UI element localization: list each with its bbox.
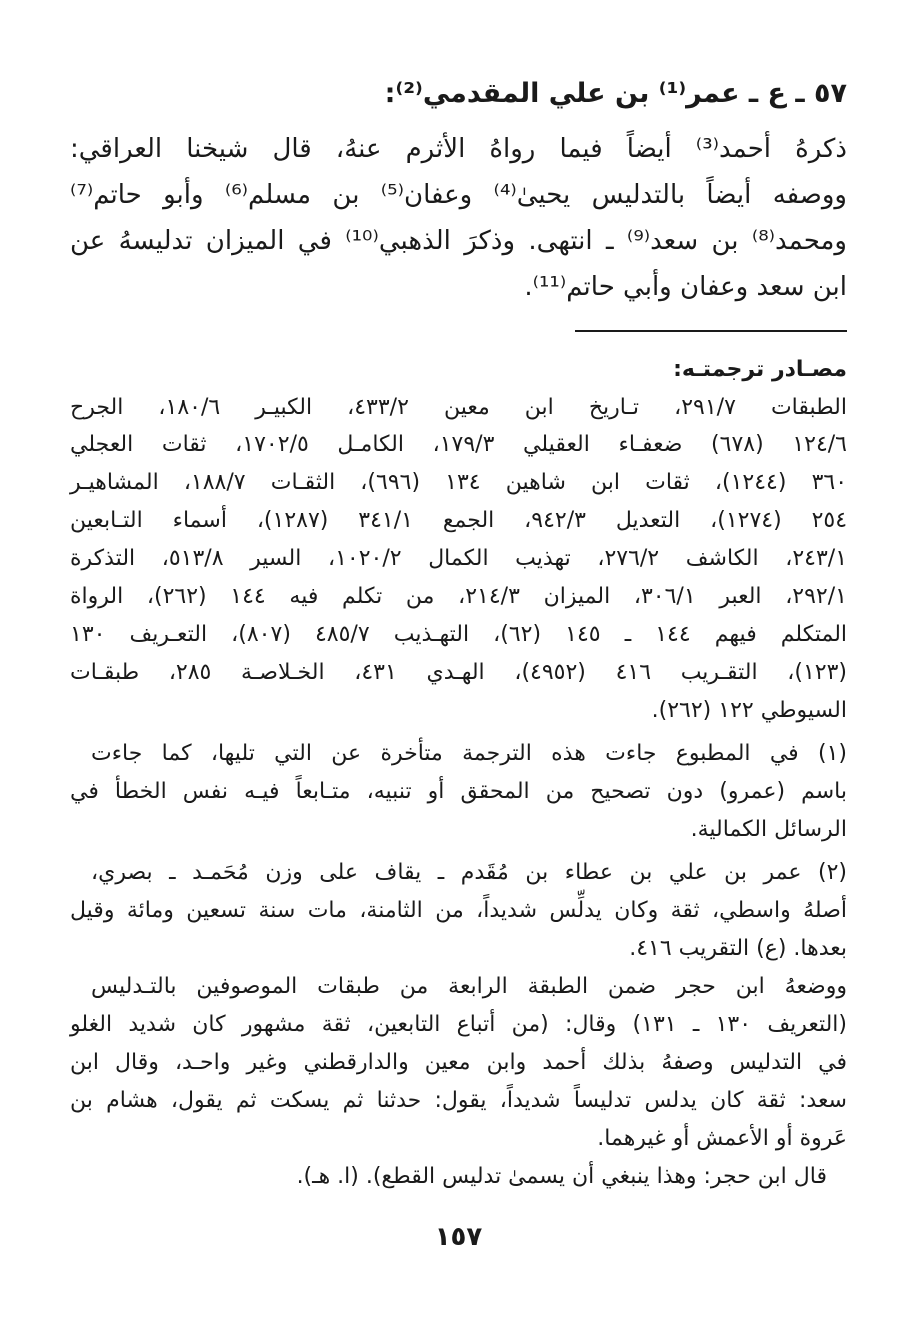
footnote-line-3: ٣٦٠ (١٢٤٤)، ثقات ابن شاهين ١٣٤ (٦٩٦)، الثقـات ١٨٨/٧، المشاهيـر <box>70 470 848 495</box>
footnote-line-7: المتكلم فيهم ١٤٤ ـ ١٤٥ (٦٢)، التهـذيب ٤٨٥/٧ (٨٠٧)، التعـريف ١٣٠ <box>70 622 848 647</box>
footnote-1-line-3: الرسائل الكمالية. <box>690 817 847 842</box>
footnote-line-1: الطبقات ٢٩١/٧، تـاريخ ابن معين ٤٣٣/٢، الكبيـر ١٨٠/٦، الجرح <box>70 395 847 420</box>
footnote-1-line-2: باسم (عمرو) دون تصحيح من المحقق أو تنبيه، متـابعاً فيـه نفس الخطأ في <box>70 779 847 804</box>
footnote-line-2: ١٢٤/٦ (٦٧٨) ضعفـاء العقيلي ١٧٩/٣، الكامـل ١٧٠٢/٥، ثقات العجلي <box>70 432 847 457</box>
footnote-separator <box>575 330 847 332</box>
body-line-3: ومحمد⁽⁸⁾ بن سعد⁽⁹⁾ ـ انتهى. وذكرَ الذهبي⁽¹⁰⁾ في الميزان تدليسهُ عن <box>70 226 847 256</box>
footnote-1-line-1: (١) في المطبوع جاءت هذه الترجمة متأخرة عن التي تليها، كما جاءت <box>91 741 847 766</box>
footnote-line-8: (١٢٣)، التقـريب ٤١٦ (٤٩٥٢)، الهـدي ٤٣١، الخـلاصـة ٢٨٥، طبقـات <box>70 660 847 685</box>
footnote-2-para-line-3: في التدليس وصفهُ بذلك أحمد وابن معين والدارقطني وغير واحـد، وقال ابن <box>70 1050 847 1075</box>
footnote-2-line-2: أصلهُ واسطي، ثقة وكان يدلِّس شديداً، من الثامنة، مات سنة تسعين ومائة وقيل <box>70 898 847 923</box>
sources-heading: مصـادر ترجمتـه: <box>673 357 847 382</box>
entry-heading: ٥٧ ـ ع ـ عمر⁽¹⁾ بن علي المقدمي⁽²⁾: <box>384 78 847 109</box>
body-line-2: ووصفه أيضاً بالتدليس يحيىٰ⁽⁴⁾ وعفان⁽⁵⁾ بن مسلم⁽⁶⁾ وأبو حاتم⁽⁷⁾ <box>70 180 847 210</box>
footnote-2-para-line-4: سعد: ثقة كان يدلس تدليساً شديداً، يقول: حدثنا ثم يسكت ثم يقول، هشام بن <box>70 1088 847 1113</box>
footnote-line-6: ٢٩٢/١، العبر ٣٠٦/١، الميزان ٢١٤/٣، من تكلم فيه ١٤٤ (٢٦٢)، الرواة <box>70 584 847 609</box>
page-number: ١٥٧ <box>434 1222 483 1252</box>
footnote-line-4: ٢٥٤ (١٢٧٤)، التعديل ٩٤٢/٣، الجمع ٣٤١/١ (١٢٨٧)، أسماء التـابعين <box>70 508 848 533</box>
footnote-2-line-3: بعدها. (ع) التقريب ٤١٦. <box>629 936 847 961</box>
footnote-line-5: ٢٤٣/١، الكاشف ٢٧٦/٢، تهذيب الكمال ١٠٢٠/٢، السير ٥١٣/٨، التذكرة <box>70 546 848 571</box>
footnote-2-para-line-6: قال ابن حجر: وهذا ينبغي أن يسمىٰ تدليس القطع). (ا. هـ). <box>296 1164 827 1189</box>
footnote-2-line-1: (٢) عمر بن علي بن عطاء بن مُقَدم ـ يقاف على وزن مُحَمـد ـ بصري، <box>91 860 847 885</box>
body-line-1: ذكرهُ أحمد⁽³⁾ أيضاً فيما رواهُ الأثرم عنهُ، قال شيخنا العراقي: <box>70 134 847 164</box>
footnote-line-9: السيوطي ١٢٢ (٢٦٢). <box>651 698 847 723</box>
body-line-4: ابن سعد وعفان وأبي حاتم⁽¹¹⁾. <box>524 272 847 302</box>
footnote-2-para-line-1: ووضعهُ ابن حجر ضمن الطبقة الرابعة من طبقات الموصوفين بالتـدليس <box>91 974 847 999</box>
footnote-2-para-line-5: عَروة أو الأعمش أو غيرهما. <box>597 1126 847 1151</box>
footnote-2-para-line-2: (التعريف ١٣٠ ـ ١٣١) وقال: (من أتباع التابعين، ثقة مشهور كان شديد الغلو <box>70 1012 848 1037</box>
